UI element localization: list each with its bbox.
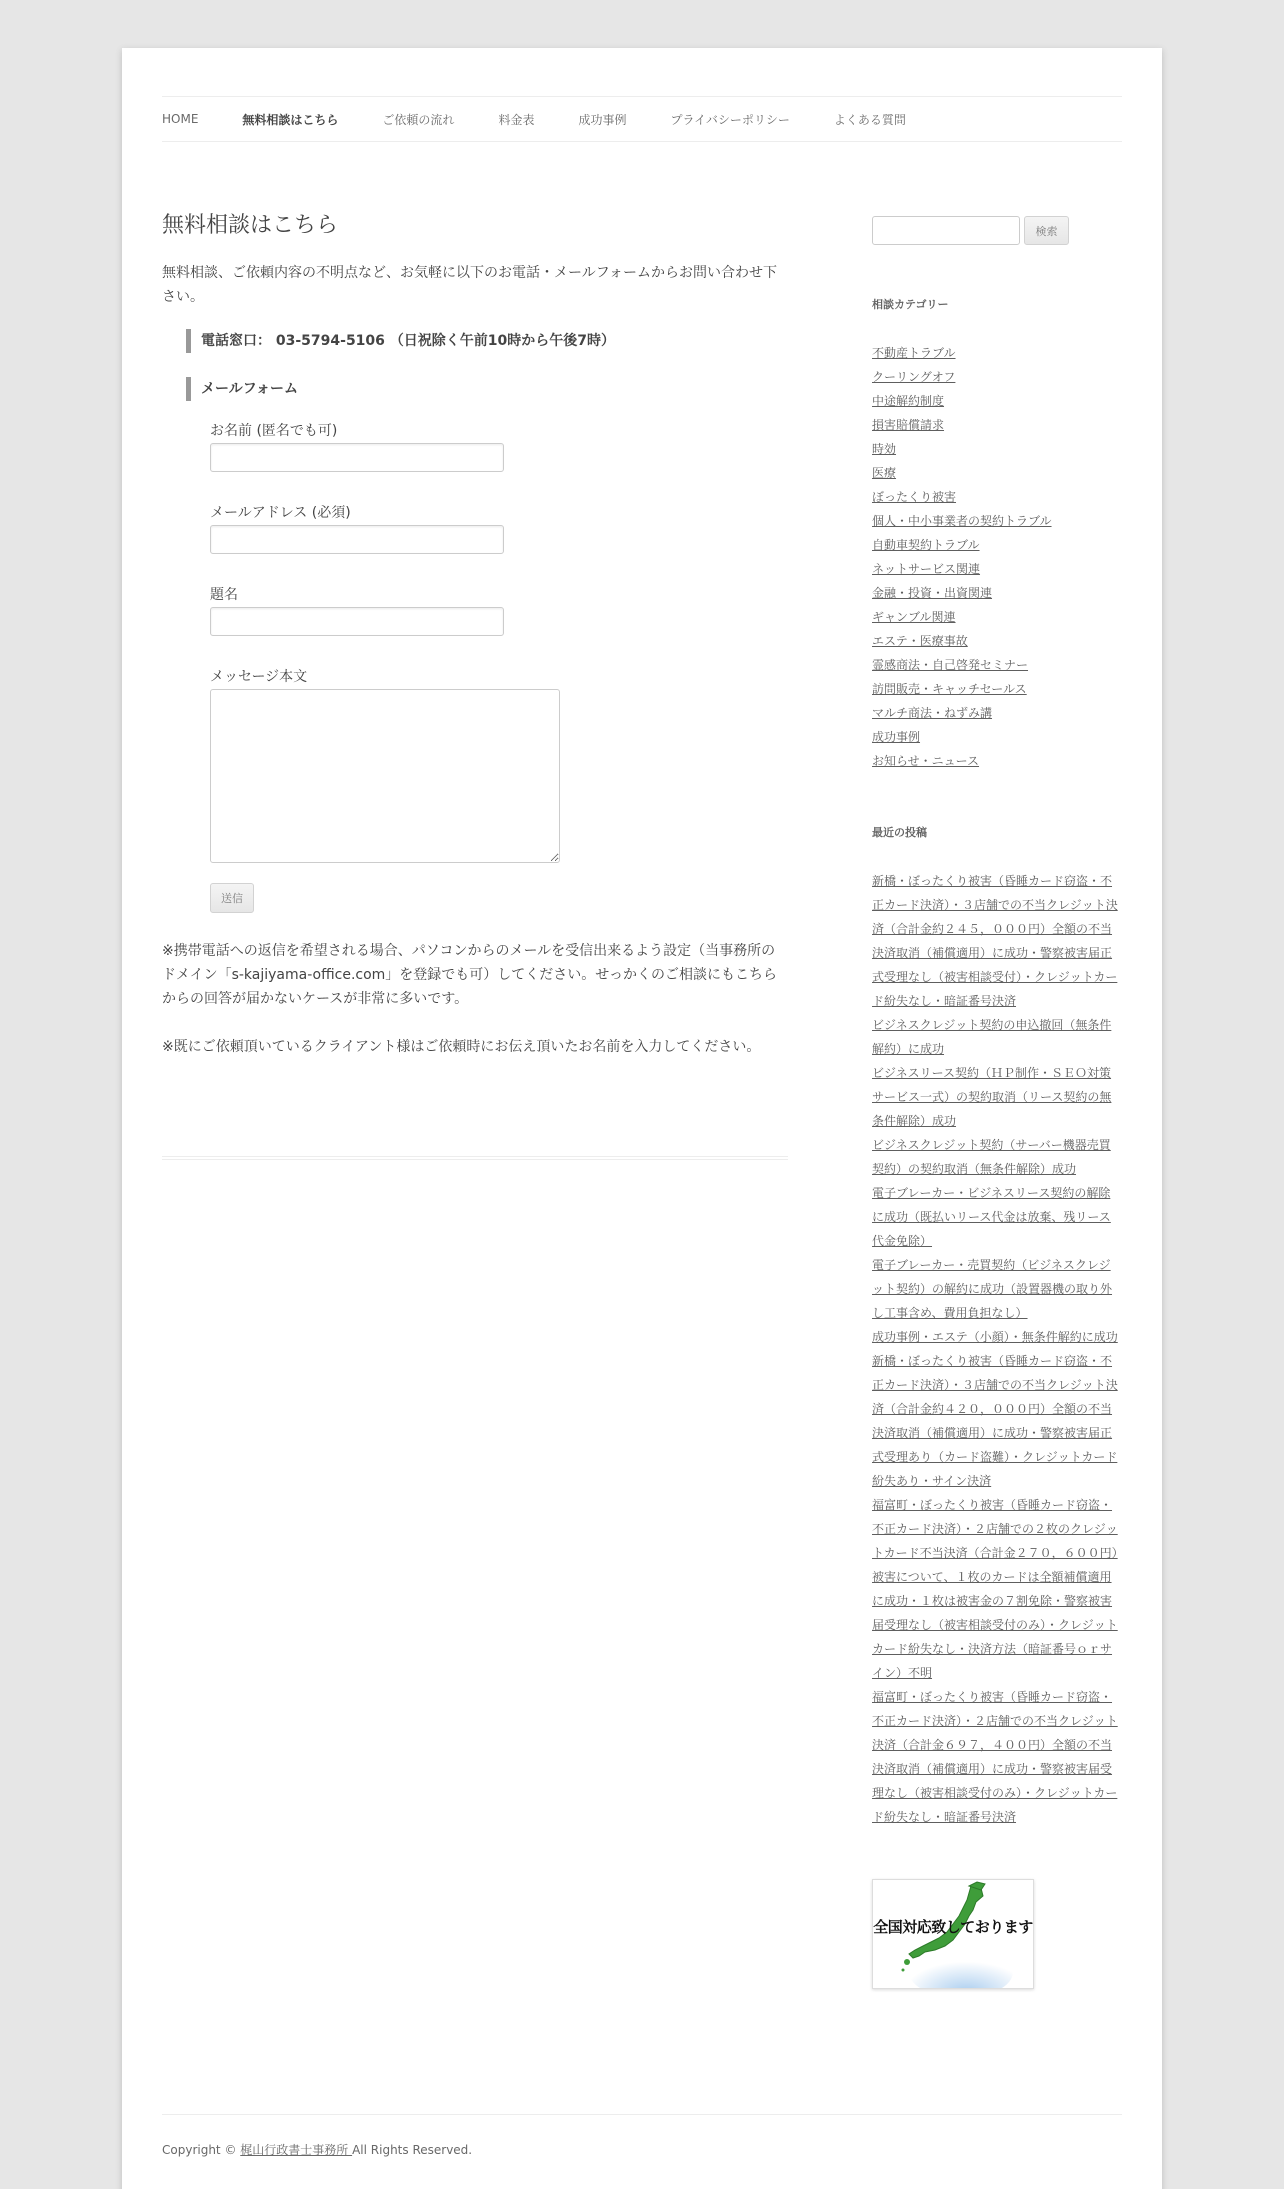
recent-post-link[interactable]: 電子ブレーカー・ビジネスリース契約の解除に成功（既払いリース代金は放棄、残リース代金免除） <box>872 1186 1111 1248</box>
recent-post-item <box>872 1061 1122 1133</box>
category-link[interactable]: ギャンブル関連 <box>872 610 956 624</box>
recent-post-item <box>872 869 1122 1013</box>
nav-home[interactable]: HOME <box>162 112 199 126</box>
recent-posts-title: 最近の投稿 <box>872 826 927 839</box>
category-item <box>872 629 1122 653</box>
recent-post-item <box>872 1133 1122 1181</box>
recent-post-link[interactable]: 新橋・ぼったくり被害（昏睡カード窃盗・不正カード決済）・３店舗での不当クレジット決済（合計金約４２０，０００円）全額の不当決済取消（補償適用）に成功・警察被害届正式受理あり（カード盗難）・クレジットカード紛失あり・サイン決済 <box>872 1354 1118 1488</box>
office-link[interactable]: 梶山行政書士事務所 <box>240 2143 353 2157</box>
message-textarea[interactable] <box>210 689 560 863</box>
note-mobile-email: ※携帯電話への返信を希望される場合、パソコンからのメールを受信出来るよう設定（当事務所のドメイン「s-kajiyama-office.com」を登録でも可）してください。せっかくのご相談にもこちらからの回答が届かないケースが非常に多いです。 <box>162 942 778 1007</box>
category-link[interactable]: 時効 <box>872 442 897 456</box>
category-link[interactable]: 霊感商法・自己啓発セミナー <box>872 658 1029 672</box>
page-title: 無料相談はこちら <box>162 213 339 238</box>
nav-faq[interactable]: よくある質問 <box>833 112 906 127</box>
recent-post-link[interactable]: ビジネスリース契約（ＨＰ制作・ＳＥＯ対策サービス一式）の契約取消（リース契約の無条件解除）成功 <box>872 1066 1112 1128</box>
category-link[interactable]: マルチ商法・ねずみ講 <box>872 706 993 720</box>
banner-text: 全国対応致しております <box>873 1918 1033 1936</box>
name-label: お名前 (匿名でも可) <box>210 422 338 439</box>
contact-form <box>210 421 788 913</box>
categories-widget <box>872 295 1122 773</box>
search-form <box>872 216 1122 245</box>
category-item <box>872 341 1122 365</box>
category-item <box>872 533 1122 557</box>
email-label: メールアドレス (必須) <box>210 504 351 521</box>
categories-title: 相談カテゴリー <box>872 298 949 311</box>
main-navigation <box>162 96 1122 142</box>
category-link[interactable]: お知らせ・ニュース <box>872 754 980 768</box>
nav-privacy-policy[interactable]: プライバシーポリシー <box>670 112 790 127</box>
category-item <box>872 581 1122 605</box>
copyright-prefix: Copyright © <box>162 2143 241 2157</box>
category-item <box>872 725 1122 749</box>
recent-posts-widget <box>872 823 1122 1829</box>
subject-input[interactable] <box>210 607 504 636</box>
search-input[interactable] <box>872 216 1020 245</box>
nav-free-consultation[interactable]: 無料相談はこちら <box>242 112 339 127</box>
category-item <box>872 413 1122 437</box>
recent-post-item <box>872 1685 1122 1829</box>
category-link[interactable]: 自動車契約トラブル <box>872 538 980 552</box>
category-link[interactable]: 中途解約制度 <box>872 394 945 408</box>
submit-button[interactable]: 送信 <box>210 883 254 913</box>
category-item <box>872 749 1122 773</box>
recent-post-link[interactable]: 福富町・ぼったくり被害（昏睡カード窃盗・不正カード決済）・２店舗での不当クレジット決済（合計金６９７，４００円）全額の不当決済取消（補償適用）に成功・警察被害届受理なし（被害相談受付のみ）・クレジットカード紛失なし・暗証番号決済 <box>872 1690 1118 1824</box>
search-button[interactable]: 検索 <box>1024 216 1069 245</box>
sidebar <box>872 216 1122 1989</box>
category-link[interactable]: 損害賠償請求 <box>872 418 945 432</box>
recent-post-link[interactable]: 新橋・ぼったくり被害（昏睡カード窃盗・不正カード決済）・３店舗での不当クレジット決済（合計金約２４５，０００円）全額の不当決済取消（補償適用）に成功・警察被害届正式受理なし（被害相談受付）・クレジットカード紛失なし・暗証番号決済 <box>872 874 1118 1008</box>
recent-posts-list <box>872 869 1122 1829</box>
category-link[interactable]: 訪問販売・キャッチセールス <box>872 682 1027 696</box>
note-existing-client: ※既にご依頼頂いているクライアント様はご依頼時にお伝え頂いたお名前を入力してください。 <box>162 1038 761 1055</box>
email-input[interactable] <box>210 525 504 554</box>
name-input[interactable] <box>210 443 504 472</box>
recent-post-link[interactable]: 成功事例・エステ（小顔）・無条件解約に成功 <box>872 1330 1118 1344</box>
recent-post-item <box>872 1253 1122 1325</box>
recent-post-item <box>872 1493 1122 1685</box>
nav-request-flow[interactable]: ご依頼の流れ <box>382 112 455 127</box>
subject-label: 題名 <box>210 586 238 603</box>
category-link[interactable]: クーリングオフ <box>872 370 956 384</box>
recent-post-item <box>872 1325 1122 1349</box>
category-item <box>872 701 1122 725</box>
recent-post-link[interactable]: 電子ブレーカー・売買契約（ビジネスクレジット契約）の解約に成功（設置器機の取り外し工事含め、費用負担なし） <box>872 1258 1113 1320</box>
category-item <box>872 653 1122 677</box>
content-divider <box>162 1156 788 1160</box>
copyright-suffix: All Rights Reserved. <box>352 2143 473 2157</box>
recent-post-link[interactable]: ビジネスクレジット契約（サーバー機器売買契約）の契約取消（無条件解除）成功 <box>872 1138 1111 1176</box>
category-item <box>872 605 1122 629</box>
recent-post-item <box>872 1349 1122 1493</box>
nationwide-service-banner[interactable] <box>872 1879 1034 1989</box>
category-link[interactable]: ぼったくり被害 <box>872 490 957 504</box>
recent-post-link[interactable]: ビジネスクレジット契約の申込撤回（無条件解約）に成功 <box>872 1018 1112 1056</box>
nav-success-cases[interactable]: 成功事例 <box>578 112 627 127</box>
category-item <box>872 437 1122 461</box>
category-link[interactable]: 金融・投資・出資関連 <box>872 586 993 600</box>
category-link[interactable]: 不動産トラブル <box>872 346 956 360</box>
category-link[interactable]: ネットサービス関連 <box>872 562 981 576</box>
category-item <box>872 485 1122 509</box>
message-label: メッセージ本文 <box>210 668 308 685</box>
nav-price-list[interactable]: 料金表 <box>498 112 535 127</box>
category-link[interactable]: 個人・中小事業者の契約トラブル <box>872 514 1052 528</box>
category-item <box>872 389 1122 413</box>
main-content <box>162 212 788 1083</box>
category-item <box>872 365 1122 389</box>
entry-content <box>162 261 788 1059</box>
phone-contact: 電話窓口： 03-5794-5106 （日祝除く午前10時から午後7時） <box>186 329 788 353</box>
intro-text: 無料相談、ご依頼内容の不明点など、お気軽に以下のお電話・メールフォームからお問い合わせ下さい。 <box>162 264 778 305</box>
category-item <box>872 509 1122 533</box>
footer <box>162 2114 1122 2158</box>
recent-post-link[interactable]: 福富町・ぼったくり被害（昏睡カード窃盗・不正カード決済）・２店舗での２枚のクレジットカード不当決済（合計金２７０，６００円）被害について、１枚のカードは全額補償適用に成功・１枚は被害金の７割免除・警察被害届受理なし（被害相談受付のみ）・クレジットカード紛失なし・決済方法（暗証番号ｏｒサイン）不明 <box>872 1498 1118 1680</box>
recent-post-item <box>872 1181 1122 1253</box>
category-link[interactable]: 医療 <box>872 466 897 480</box>
categories-list <box>872 341 1122 773</box>
category-item <box>872 557 1122 581</box>
recent-post-item <box>872 1013 1122 1061</box>
category-link[interactable]: 成功事例 <box>872 730 921 744</box>
category-link[interactable]: エステ・医療事故 <box>872 634 968 648</box>
notes <box>162 939 788 1059</box>
mail-form-heading: メールフォーム <box>186 377 788 401</box>
category-item <box>872 461 1122 485</box>
page-container <box>122 48 1162 2189</box>
category-item <box>872 677 1122 701</box>
